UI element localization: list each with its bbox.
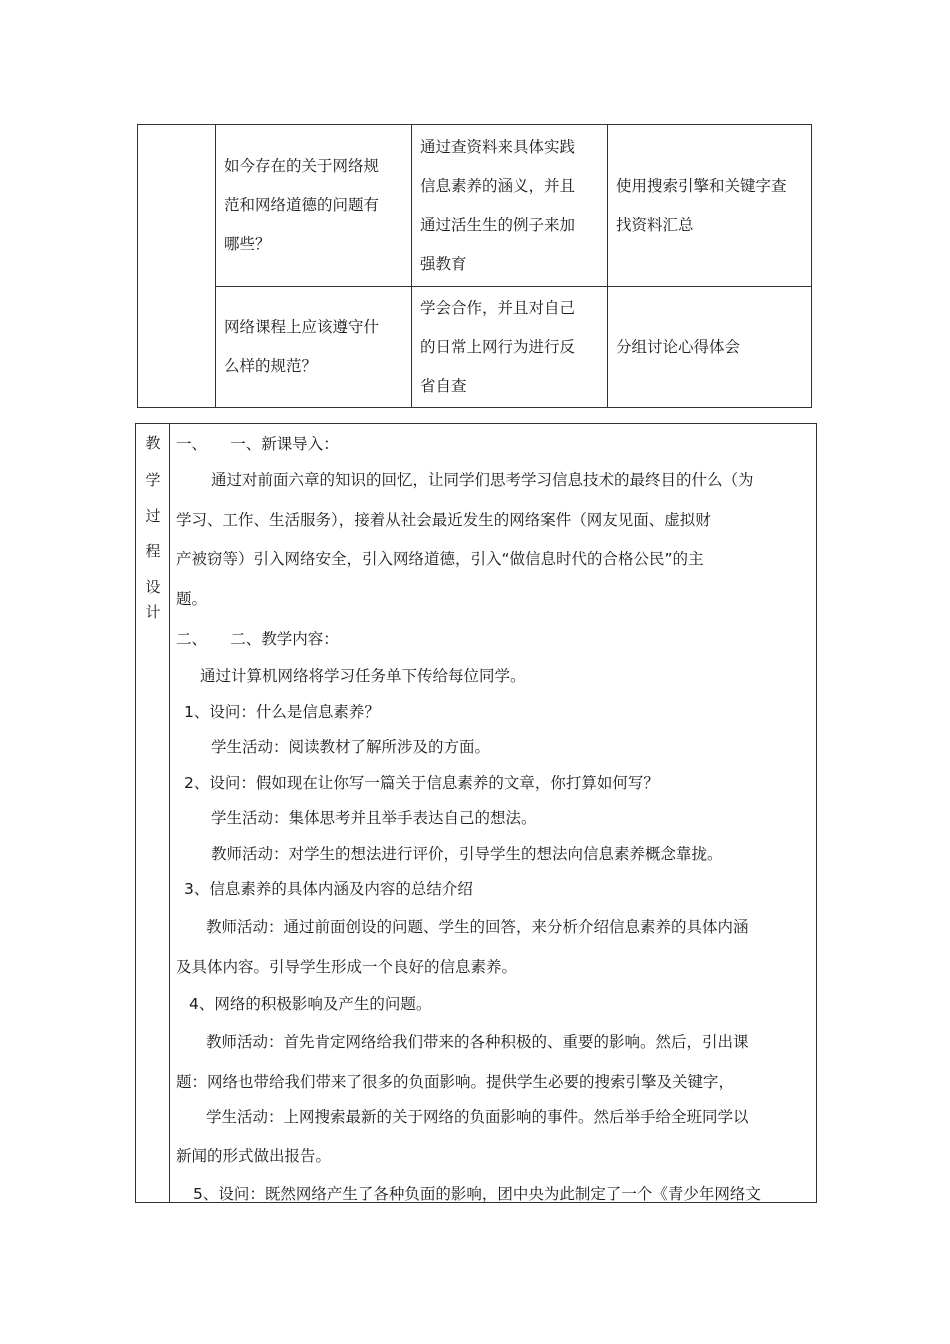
vertical-label-column: [136, 424, 170, 1202]
paragraph-line: 新闻的形式做出报告。: [176, 1147, 332, 1165]
paragraph-line: 5、设问：既然网络产生了各种负面的影响，团中央为此制定了一个《青少年网络文: [193, 1185, 761, 1203]
question-cell: 网络课程上应该遵守什 么样的规范？: [216, 287, 412, 408]
top-table: [137, 124, 812, 408]
vertical-label-char: 学: [145, 471, 161, 489]
paragraph-line: 题。: [176, 590, 208, 608]
section-heading: 二、 二、教学内容：: [176, 630, 339, 648]
paragraph-line: 题：网络也带给我们带来了很多的负面影响。提供学生必要的搜索引擎及关键字，: [176, 1073, 735, 1091]
paragraph-line: 学生活动：集体思考并且举手表达自己的想法。: [211, 809, 537, 827]
paragraph-line: 学习、工作、生活服务），接着从社会最近发生的网络案件（网友见面、虚拟财: [176, 511, 711, 529]
paragraph-line: 教师活动：首先肯定网络给我们带来的各种积极的、重要的影响。然后，引出课: [206, 1033, 749, 1051]
empty-cell: [138, 125, 216, 408]
paragraph-line: 通过计算机网络将学习任务单下传给每位同学。: [200, 667, 526, 685]
paragraph-line: 教师活动：通过前面创设的问题、学生的回答，来分析介绍信息素养的具体内涵: [206, 918, 749, 936]
process-table: [135, 423, 817, 1203]
vertical-label-char: 设: [145, 578, 161, 596]
paragraph-line: 及具体内容。引导学生形成一个良好的信息素养。: [176, 958, 518, 976]
paragraph-line: 通过对前面六章的知识的回忆，让同学们思考学习信息技术的最终目的什么（为: [211, 471, 754, 489]
paragraph-line: 产被窃等）引入网络安全，引入网络道德，引入“做信息时代的合格公民”的主: [176, 550, 704, 568]
vertical-label-char: 过: [145, 507, 161, 525]
goal-cell: 学会合作，并且对自己 的日常上网行为进行反 省自查: [412, 287, 608, 408]
paragraph-line: 1、设问：什么是信息素养？: [184, 703, 380, 721]
paragraph-line: 学生活动：上网搜索最新的关于网络的负面影响的事件。然后举手给全班同学以: [206, 1108, 749, 1126]
paragraph-line: 4、网络的积极影响及产生的问题。: [189, 995, 432, 1013]
paragraph-line: 学生活动：阅读教材了解所涉及的方面。: [211, 738, 491, 756]
vertical-label-char: 计: [145, 603, 161, 621]
paragraph-line: 3、信息素养的具体内涵及内容的总结介绍: [184, 880, 473, 898]
method-cell: 分组讨论心得体会: [608, 287, 812, 408]
question-cell: 如今存在的关于网络规 范和网络道德的问题有 哪些？: [216, 125, 412, 287]
paragraph-line: 教师活动：对学生的想法进行评价，引导学生的想法向信息素养概念靠拢。: [211, 845, 723, 863]
section-heading: 一、 一、新课导入：: [176, 435, 339, 453]
goal-cell: 通过查资料来具体实践 信息素养的涵义，并且 通过活生生的例子来加 强教育: [412, 125, 608, 287]
vertical-label-char: 教: [145, 434, 161, 452]
vertical-label-char: 程: [145, 542, 161, 560]
table-row: [138, 287, 812, 408]
table-row: [138, 125, 812, 287]
paragraph-line: 2、设问：假如现在让你写一篇关于信息素养的文章，你打算如何写？: [184, 774, 659, 792]
method-cell: 使用搜索引擎和关键字查 找资料汇总: [608, 125, 812, 287]
